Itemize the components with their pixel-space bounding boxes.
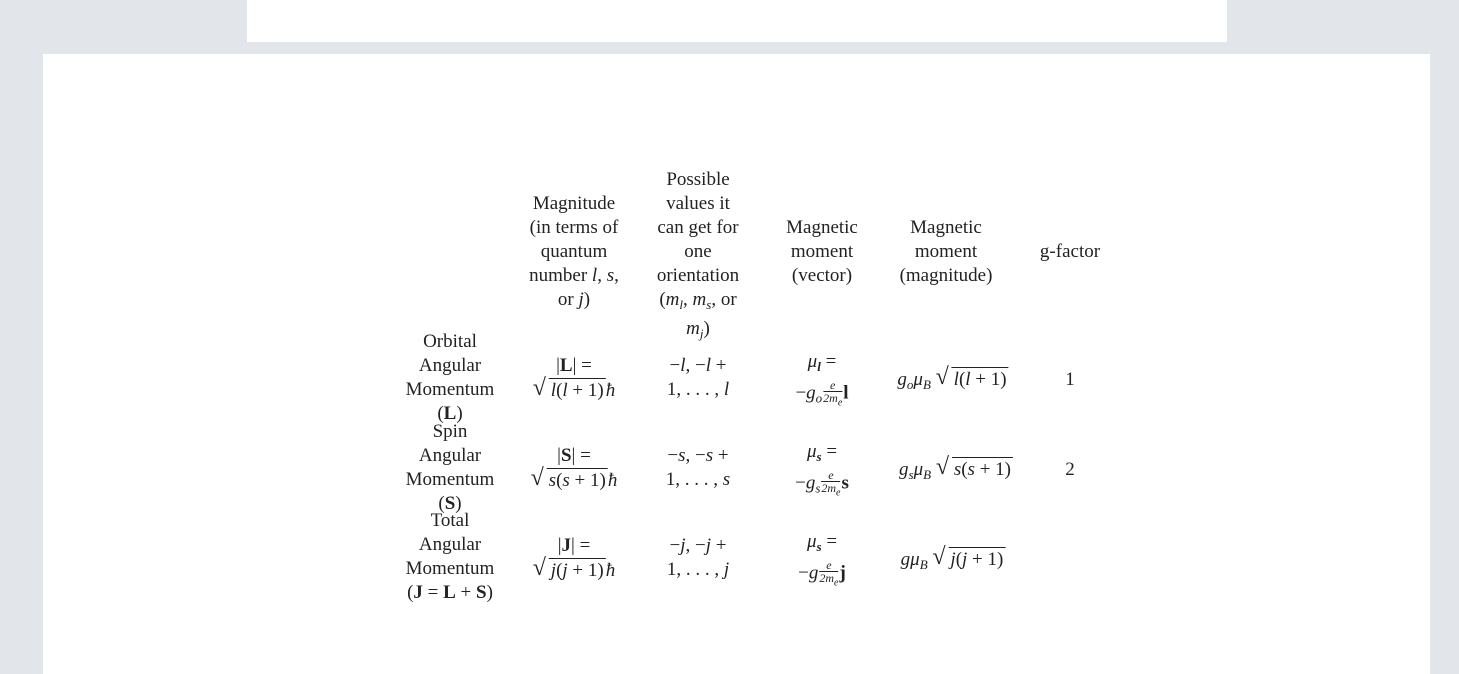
row-name-spin: Spin Angular Momentum (S) [405,421,495,514]
moment-vector-spin: $\mu_s$ = $-g_s$ $\frac{e}{2m_e}$ s [795,441,849,499]
row-name-orbital: Orbital Angular Momentum (L) [405,331,495,424]
moment-vector-orbital: $\mu_l$ = $-g_o$ $\frac{e}{2m_e}$ l [795,351,849,409]
header-g-factor: g-factor [1039,241,1101,262]
g-factor-spin: 2 [1065,459,1075,480]
magnitude-total: |J| = √ j(j + 1) ħ [532,535,616,581]
row-name-total: Total Angular Momentum (J = L + S) [405,510,495,603]
moment-vector-total: $\mu_s$ = −g $\frac{e}{2m_e}$ j [798,531,846,589]
previous-page [247,0,1227,42]
values-total: −j, −j + 1, . . . , j [666,535,730,580]
document-page [43,54,1430,674]
header-moment-vector: Magnetic moment (vector) [786,217,858,286]
g-factor-orbital: 1 [1065,369,1075,390]
moment-magnitude-spin: $g_s\mu_B$ √ s(s + 1) [899,454,1011,482]
header-possible-values: Possible values it can get for one orientation ($m_l$, $m_s$, or $m_j$) [656,169,740,341]
header-magnitude: Magnitude (in terms of quantum number l, s, or j) [529,193,619,310]
magnitude-orbital: |L| = √ l(l + 1) ħ [532,355,616,401]
values-orbital: −l, −l + 1, . . . , l [666,355,730,400]
moment-magnitude-total: $g\mu_B$ √ j(j + 1) [900,544,1004,572]
header-moment-magnitude: Magnetic moment (magnitude) [899,217,993,286]
values-spin: −s, −s + 1, . . . , s [665,445,731,490]
moment-magnitude-orbital: $g_o\mu_B$ √ l(l + 1) [897,364,1007,392]
magnitude-spin: |S| = √ s(s + 1) ħ [530,445,618,491]
